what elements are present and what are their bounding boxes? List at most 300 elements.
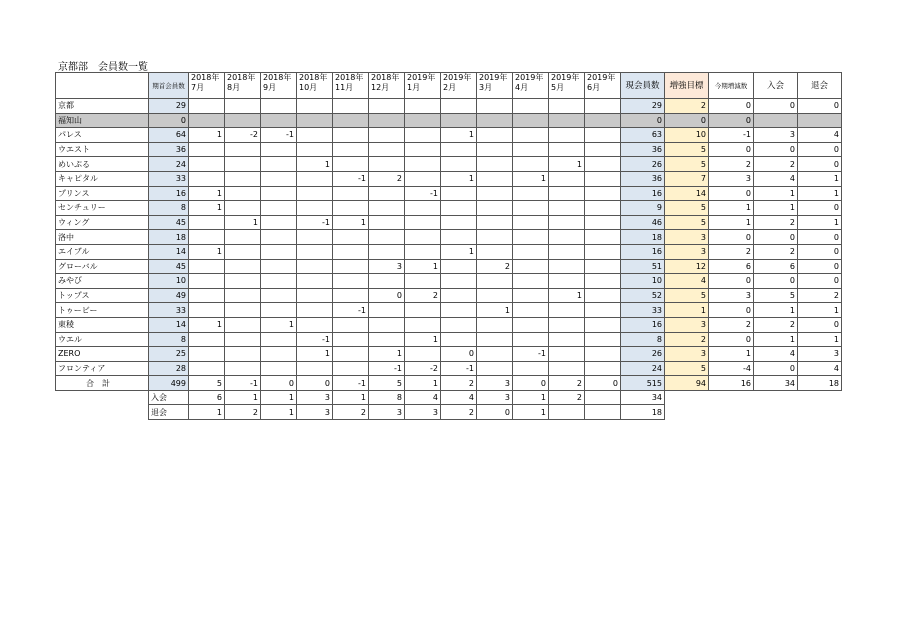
header-month: 2019年 3月 — [477, 73, 513, 99]
month-change — [405, 244, 441, 259]
month-change — [225, 230, 261, 245]
current-members: 29 — [621, 99, 665, 114]
month-change — [549, 244, 585, 259]
month-change — [369, 157, 405, 172]
month-change — [261, 99, 297, 114]
joins: 4 — [754, 347, 798, 362]
month-change — [513, 99, 549, 114]
leaves: 0 — [798, 244, 842, 259]
net-change: 0 — [709, 142, 754, 157]
month-value: 3 — [477, 390, 513, 405]
month-change — [297, 361, 333, 376]
month-change — [441, 230, 477, 245]
month-change — [189, 142, 225, 157]
month-value: 3 — [405, 405, 441, 420]
month-change — [441, 186, 477, 201]
current-members: 515 — [621, 376, 665, 391]
current-members: 36 — [621, 171, 665, 186]
month-change — [369, 201, 405, 216]
leaves: 0 — [798, 274, 842, 289]
joins: 1 — [754, 201, 798, 216]
month-change — [225, 157, 261, 172]
month-change — [333, 317, 369, 332]
current-members: 18 — [621, 230, 665, 245]
joins: 0 — [754, 230, 798, 245]
current-members: 16 — [621, 186, 665, 201]
joins: 0 — [754, 361, 798, 376]
leaves: 0 — [798, 99, 842, 114]
table-row — [56, 186, 846, 201]
month-change — [477, 201, 513, 216]
month-change: -2 — [225, 128, 261, 143]
month-change — [441, 157, 477, 172]
month-change — [261, 332, 297, 347]
table-row — [56, 171, 846, 186]
month-change — [333, 347, 369, 362]
club-name: ウィング — [56, 215, 149, 230]
club-name: パレス — [56, 128, 149, 143]
month-change: 1 — [405, 259, 441, 274]
start-members: 14 — [149, 317, 189, 332]
start-members: 33 — [149, 303, 189, 318]
month-change — [333, 288, 369, 303]
table-row — [56, 157, 846, 172]
joins: 4 — [754, 171, 798, 186]
header-month: 2018年 9月 — [261, 73, 297, 99]
month-change — [225, 347, 261, 362]
target: 3 — [665, 230, 709, 245]
month-change — [189, 99, 225, 114]
leaves: 18 — [798, 376, 842, 391]
month-change — [405, 317, 441, 332]
month-change: 0 — [513, 376, 549, 391]
month-change: 1 — [405, 332, 441, 347]
footer-total: 18 — [621, 405, 665, 420]
month-change — [369, 186, 405, 201]
month-change: -1 — [405, 186, 441, 201]
current-members: 46 — [621, 215, 665, 230]
empty-cell — [56, 405, 149, 420]
header-month: 2019年 4月 — [513, 73, 549, 99]
month-change — [189, 303, 225, 318]
club-name: めいぷる — [56, 157, 149, 172]
target: 5 — [665, 201, 709, 216]
net-change: -4 — [709, 361, 754, 376]
month-change — [225, 142, 261, 157]
start-members: 25 — [149, 347, 189, 362]
month-change — [513, 332, 549, 347]
month-change — [441, 317, 477, 332]
empty-cell — [665, 390, 709, 405]
header-month: 2018年 11月 — [333, 73, 369, 99]
month-change: -1 — [333, 303, 369, 318]
leaves: 3 — [798, 347, 842, 362]
club-name: キャピタル — [56, 171, 149, 186]
month-change — [441, 201, 477, 216]
month-value: 2 — [225, 405, 261, 420]
month-change: -1 — [441, 361, 477, 376]
month-change: 1 — [189, 244, 225, 259]
month-change: 1 — [225, 215, 261, 230]
leaves: 2 — [798, 288, 842, 303]
month-change — [549, 215, 585, 230]
month-value: 2 — [549, 390, 585, 405]
month-change — [549, 332, 585, 347]
leaves: 0 — [798, 157, 842, 172]
month-change — [405, 230, 441, 245]
month-value: 2 — [441, 405, 477, 420]
month-change — [405, 215, 441, 230]
target: 3 — [665, 347, 709, 362]
month-change: -1 — [333, 376, 369, 391]
table-row — [56, 230, 846, 245]
month-change — [477, 113, 513, 128]
joins: 3 — [754, 128, 798, 143]
month-change — [261, 215, 297, 230]
month-change — [369, 244, 405, 259]
month-change — [225, 274, 261, 289]
joins: 6 — [754, 259, 798, 274]
month-change — [333, 332, 369, 347]
month-change — [513, 259, 549, 274]
month-change: 0 — [441, 347, 477, 362]
month-change — [405, 347, 441, 362]
current-members: 52 — [621, 288, 665, 303]
net-change: 2 — [709, 244, 754, 259]
net-change: 1 — [709, 201, 754, 216]
joins: 0 — [754, 99, 798, 114]
month-change — [333, 274, 369, 289]
month-value: 1 — [333, 390, 369, 405]
month-change: 1 — [441, 128, 477, 143]
club-name: 京都 — [56, 99, 149, 114]
month-change — [369, 99, 405, 114]
month-change: 1 — [189, 317, 225, 332]
month-change — [585, 128, 621, 143]
month-change — [261, 113, 297, 128]
header-month: 2019年 2月 — [441, 73, 477, 99]
joins: 2 — [754, 244, 798, 259]
month-change — [369, 303, 405, 318]
club-name: トゥービー — [56, 303, 149, 318]
start-members: 45 — [149, 215, 189, 230]
net-change: 3 — [709, 288, 754, 303]
joins: 0 — [754, 142, 798, 157]
month-value — [585, 390, 621, 405]
joins: 5 — [754, 288, 798, 303]
target: 5 — [665, 215, 709, 230]
month-change — [513, 288, 549, 303]
month-change — [513, 201, 549, 216]
net-change: 16 — [709, 376, 754, 391]
month-change — [261, 171, 297, 186]
table-row — [56, 128, 846, 143]
month-change — [585, 332, 621, 347]
club-name: みやび — [56, 274, 149, 289]
month-change — [405, 303, 441, 318]
month-change — [369, 332, 405, 347]
month-change: 1 — [549, 288, 585, 303]
month-value: 0 — [477, 405, 513, 420]
current-members: 33 — [621, 303, 665, 318]
month-value: 1 — [513, 405, 549, 420]
month-change — [369, 128, 405, 143]
month-value: 1 — [189, 405, 225, 420]
header-net-change: 今期増減数 — [709, 73, 754, 99]
target: 7 — [665, 171, 709, 186]
month-change — [477, 128, 513, 143]
month-value: 8 — [369, 390, 405, 405]
net-change: 3 — [709, 171, 754, 186]
month-change — [549, 230, 585, 245]
month-change — [405, 128, 441, 143]
header-join: 入会 — [754, 73, 798, 99]
current-members: 24 — [621, 361, 665, 376]
joins — [754, 113, 798, 128]
month-change: 2 — [549, 376, 585, 391]
start-members: 49 — [149, 288, 189, 303]
header-month: 2018年 10月 — [297, 73, 333, 99]
month-change — [585, 215, 621, 230]
net-change: 0 — [709, 113, 754, 128]
month-change — [369, 317, 405, 332]
month-change — [405, 99, 441, 114]
month-change: 1 — [297, 347, 333, 362]
table-row — [56, 99, 846, 114]
month-value: 1 — [225, 390, 261, 405]
month-change — [297, 259, 333, 274]
month-change — [477, 244, 513, 259]
month-change — [441, 215, 477, 230]
header-month: 2019年 5月 — [549, 73, 585, 99]
month-change — [297, 171, 333, 186]
month-change — [477, 317, 513, 332]
month-change — [189, 361, 225, 376]
month-change — [549, 99, 585, 114]
target: 5 — [665, 361, 709, 376]
month-change — [189, 113, 225, 128]
joins: 2 — [754, 157, 798, 172]
net-change: 6 — [709, 259, 754, 274]
month-change — [513, 113, 549, 128]
month-change — [261, 157, 297, 172]
month-change: 1 — [513, 171, 549, 186]
month-change — [477, 186, 513, 201]
footer-label: 入会 — [149, 390, 189, 405]
month-change — [585, 303, 621, 318]
joins: 1 — [754, 303, 798, 318]
net-change: 1 — [709, 215, 754, 230]
month-change: 0 — [261, 376, 297, 391]
club-name: ウエスト — [56, 142, 149, 157]
month-change — [441, 274, 477, 289]
month-change — [513, 142, 549, 157]
empty-cell — [798, 405, 842, 420]
header-blank — [56, 73, 149, 99]
current-members: 63 — [621, 128, 665, 143]
net-change: 0 — [709, 186, 754, 201]
total-row — [56, 376, 846, 391]
header-month: 2018年 12月 — [369, 73, 405, 99]
month-change: 0 — [369, 288, 405, 303]
month-change — [585, 113, 621, 128]
month-change — [549, 171, 585, 186]
month-change — [261, 303, 297, 318]
month-change — [549, 303, 585, 318]
month-change: 1 — [441, 244, 477, 259]
start-members: 499 — [149, 376, 189, 391]
month-change — [513, 128, 549, 143]
month-change — [549, 201, 585, 216]
month-change — [585, 201, 621, 216]
target: 14 — [665, 186, 709, 201]
target: 5 — [665, 288, 709, 303]
table-row — [56, 361, 846, 376]
month-value: 3 — [297, 390, 333, 405]
month-change — [549, 128, 585, 143]
month-change: 0 — [297, 376, 333, 391]
table-row — [56, 201, 846, 216]
target: 2 — [665, 332, 709, 347]
month-change — [477, 157, 513, 172]
month-change — [477, 99, 513, 114]
month-change — [189, 347, 225, 362]
month-change — [261, 274, 297, 289]
empty-cell — [709, 405, 754, 420]
month-change: 1 — [549, 157, 585, 172]
joins: 34 — [754, 376, 798, 391]
month-change — [477, 215, 513, 230]
month-change — [225, 332, 261, 347]
month-change: 1 — [369, 347, 405, 362]
header-month: 2018年 7月 — [189, 73, 225, 99]
month-change — [189, 230, 225, 245]
empty-cell — [842, 405, 846, 420]
start-members: 14 — [149, 244, 189, 259]
month-change: 1 — [441, 171, 477, 186]
month-change — [513, 186, 549, 201]
month-change — [333, 157, 369, 172]
month-change — [405, 171, 441, 186]
month-change — [549, 317, 585, 332]
target: 10 — [665, 128, 709, 143]
current-members: 36 — [621, 142, 665, 157]
month-change — [297, 128, 333, 143]
month-change — [585, 157, 621, 172]
month-change — [189, 259, 225, 274]
month-change — [261, 361, 297, 376]
month-value: 3 — [297, 405, 333, 420]
header-target: 増強目標 — [665, 73, 709, 99]
target: 3 — [665, 244, 709, 259]
page-title: 京都部 会員数一覧 — [58, 62, 148, 73]
month-change: 1 — [405, 376, 441, 391]
month-change — [333, 201, 369, 216]
month-change — [189, 215, 225, 230]
month-change — [333, 244, 369, 259]
month-change — [225, 259, 261, 274]
month-change — [513, 244, 549, 259]
club-name: 合計 — [56, 376, 149, 391]
table-row — [56, 288, 846, 303]
start-members: 64 — [149, 128, 189, 143]
table-row — [56, 113, 846, 128]
footer-total: 34 — [621, 390, 665, 405]
table-row — [56, 317, 846, 332]
table-row — [56, 332, 846, 347]
month-change — [333, 113, 369, 128]
club-name: ZERO — [56, 347, 149, 362]
month-change — [369, 113, 405, 128]
leaves: 0 — [798, 201, 842, 216]
month-change — [225, 361, 261, 376]
start-members: 8 — [149, 201, 189, 216]
empty-cell — [754, 390, 798, 405]
month-change: 2 — [441, 376, 477, 391]
net-change: 2 — [709, 157, 754, 172]
month-change: -1 — [297, 215, 333, 230]
net-change: 2 — [709, 317, 754, 332]
month-change — [405, 274, 441, 289]
net-change: 0 — [709, 303, 754, 318]
month-change — [261, 230, 297, 245]
month-change — [405, 142, 441, 157]
month-change — [405, 113, 441, 128]
member-table — [55, 72, 846, 420]
month-change — [189, 288, 225, 303]
month-change: 1 — [189, 186, 225, 201]
month-change — [261, 347, 297, 362]
target: 0 — [665, 113, 709, 128]
join-row — [56, 390, 846, 405]
month-change — [261, 142, 297, 157]
month-change — [549, 259, 585, 274]
club-name: エイブル — [56, 244, 149, 259]
month-change — [585, 274, 621, 289]
month-change — [513, 317, 549, 332]
month-change — [261, 186, 297, 201]
month-change — [549, 361, 585, 376]
current-members: 16 — [621, 317, 665, 332]
month-change — [513, 215, 549, 230]
leaves: 0 — [798, 259, 842, 274]
month-change — [297, 230, 333, 245]
club-name: 東稜 — [56, 317, 149, 332]
current-members: 10 — [621, 274, 665, 289]
table-row — [56, 274, 846, 289]
joins: 2 — [754, 215, 798, 230]
target: 94 — [665, 376, 709, 391]
month-change — [333, 230, 369, 245]
target: 4 — [665, 274, 709, 289]
month-change: 5 — [369, 376, 405, 391]
month-change: 5 — [189, 376, 225, 391]
month-change — [441, 259, 477, 274]
month-change — [297, 201, 333, 216]
month-change: 1 — [189, 128, 225, 143]
month-change: 2 — [369, 171, 405, 186]
target: 5 — [665, 157, 709, 172]
month-value: 1 — [513, 390, 549, 405]
month-change — [189, 332, 225, 347]
month-value: 4 — [441, 390, 477, 405]
start-members: 0 — [149, 113, 189, 128]
month-change — [297, 274, 333, 289]
target: 5 — [665, 142, 709, 157]
month-change — [585, 361, 621, 376]
start-members: 45 — [149, 259, 189, 274]
month-change: 1 — [297, 157, 333, 172]
